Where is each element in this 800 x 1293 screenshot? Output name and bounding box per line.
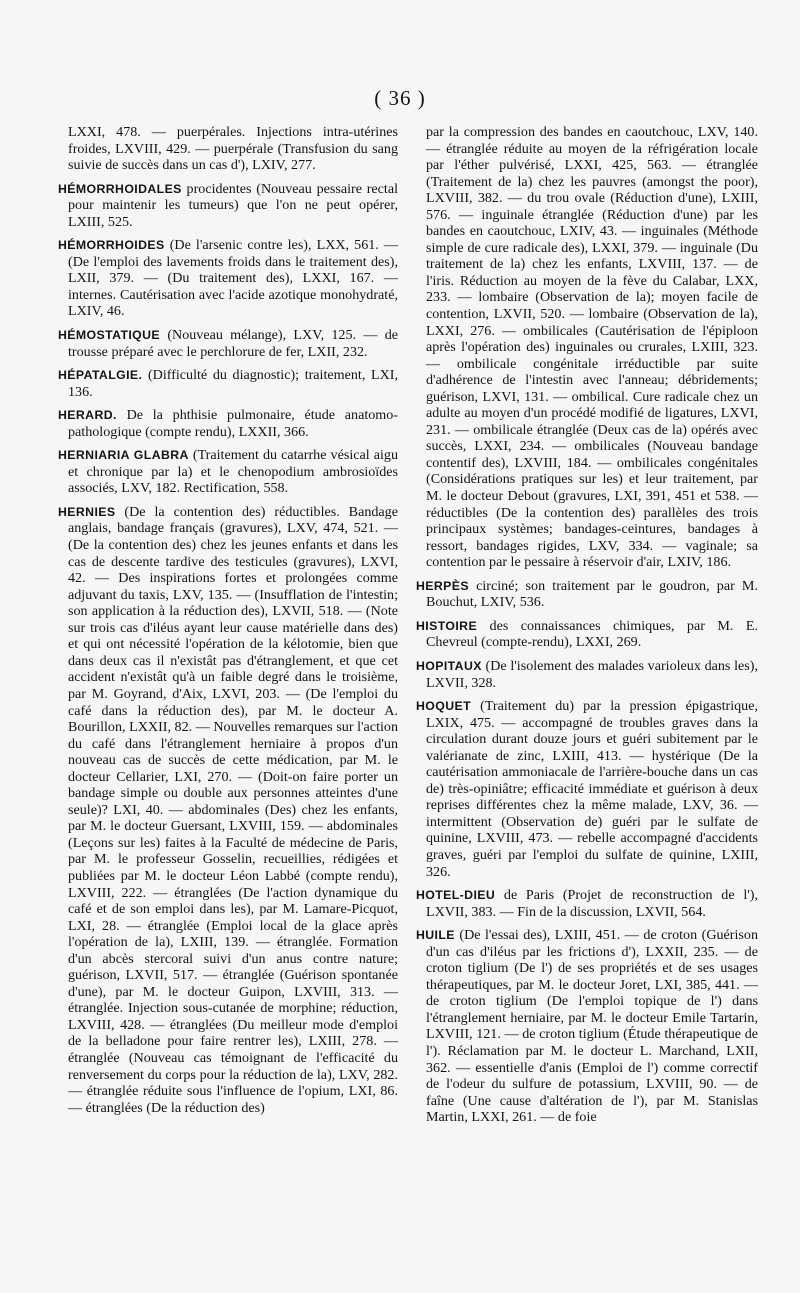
entry-text: (De l'essai des), LXIII, 451. — de croton (Guérison d'un cas d'iléus par les frictions d'), LXXII, 235. — de croton tiglium (De l') de ses propriétés et de ses usages thérapeutiques, par M. le docteur Joret, LXI, 385, 441. — de croton tiglium (De l'emploi topique de l') dans l'étranglement herniaire, par M. le docteur Emile Tartarin, LXVIII, 121. — de croton tiglium (Étude thérapeutique de l'). Réclamation par M. le docteur L. Marchand, LXII, 362. — essentielle d'anis (Emploi de l') comme correctif de l'odeur du sulfure de potassium, LXVIII, 90. — de faîne (Une cause d'altération de l'), par M. Stanislas Martin, LXXI, 261. — de foie xyxy=(426,927,758,1126)
index-entry xyxy=(58,407,398,440)
page-number: ( 36 ) xyxy=(374,86,426,110)
entry-text: par la compression des bandes en caoutchouc, LXV, 140. — étranglée réduite au moyen de la réfrigération locale par l'éther pulvérisé, LXXI, 425, 563. — étranglée (Traitement de la) chez les pauvres (amongst the poor), LXVIII, 382. — du trou ovale (Réduction d'une), LXIII, 576. — inguinale étranglée (Réduction d'une) par les bandes en caoutchouc, LXIV, 43. — inguinales (Méthode simple de cure radicale des), LXXI, 379. — inguinale (Du traitement de la) chez les enfants, LXVIII, 137. — de l'iris. Réduction au moyen de la fève du Calabar, LXX, 233. — lombaire (Observation de la); moyen facile de contention, LXVII, 520. — lombaire (Observation de la), LXXI, 276. — ombilicales (Cautérisation de l'épiploon après l'opération des) inguinales ou crurales, LXIII, 323. — ombilicale congénitale irréductible par suite d'adhérence de l'intestin avec l'anneau; débridements; guérison, LXVI, 131. — ombilical. Cure radicale chez un adulte au moyen d'un procédé modifié de ligatures, LXVI, 231. — ombilicale étranglée (Deux cas de la) opérés avec succès, LXXI, 234. — ombilicales (Nouveau bandage contentif des), LXVIII, 184. — ombilicales congénitales (Considérations pratiques sur les) et leur traitement, par M. le docteur Debout (gravures, LXI, 391, 451 et 538. — réductibles (De la contention des) parallèles des trois principaux systèmes; bandages-ceintures, bandages à ressort, bandages rigides, LXV, 334. — vaginale; sa contention par le pessaire à réservoir d'air, LXIV, 186. xyxy=(426,124,758,571)
index-entry xyxy=(58,237,398,320)
entry-text: (De l'isolement des malades varioleux dans les), LXVII, 328. xyxy=(426,657,758,691)
entry-headword: HÉMOSTATIQUE xyxy=(58,328,161,343)
entry-text: de Paris (Projet de reconstruction de l'), LXVII, 383. — Fin de la discussion, LXVII, 564. xyxy=(426,887,758,920)
entry-text: (Nouveau mélange), LXV, 125. — de trousse préparé avec le perchlorure de fer, LXII, 232. xyxy=(68,327,398,360)
entry-text: des connaissances chimiques, par M. E. Chevreul (compte-rendu), LXXI, 269. xyxy=(426,617,758,651)
index-entry xyxy=(416,658,758,691)
entry-headword: HOTEL-DIEU xyxy=(416,888,496,903)
entry-headword: HOPITAUX xyxy=(416,658,482,673)
entry-headword: HUILE xyxy=(416,928,455,943)
index-entry xyxy=(58,327,398,360)
entry-text: (Traitement du) par la pression épigastrique, LXIX, 475. — accompagné de troubles graves dans la circulation durant douze jours et guéri subitement par le valérianate de zinc, LXIII, 413. — hystérique (De la cautérisation ammoniacale de l'arrière-bouche dans un cas de) très-opiniâtre; efficacité immédiate et guérison à deux reprises différentes chez la même malade, LXV, 36. — intermittent (Observation de) guéri par le sulfate de quinine, LXVIII, 473. — rebelle accompagné d'accidents graves, guéri par l'emploi du sulfate de quinine, LXIII, 326. xyxy=(426,698,758,880)
entry-text: (De la contention des) réductibles. Bandage anglais, bandage français (gravures), LXV, 474, 521. — (De la contention des) chez les jeunes enfants et dans les cas de descente tardive des testicules (gravures), LXVI, 42. — Des inspirations fortes et prolongées comme adjuvant du taxis, LXV, 135. — (Insufflation de l'intestin; son application à la réduction des), LXVII, 518. — (Note sur trois cas d'iléus ayant leur cause matérielle dans des) et qui ont nécessité l'opération de la kélotomie, bien que dans deux cas il n'existât pas d'étranglement, et que cet accident n'existât qu'à un faible degré dans le troisième, par M. Goyrand, d'Aix, LXVI, 203. — (De l'emploi du café dans la réduction des), par M. le docteur A. Bourillon, LXXII, 82. — Nouvelles remarques sur l'action du café dans l'étranglement herniaire à propos d'un nouveau cas de succès de cette médication, par M. le docteur Cellarier, LXI, 270. — (Doit-on faire porter un bandage simple ou double aux personnes atteintes d'une seule)? LXI, 40. — abdominales (Des) chez les enfants, par M. le docteur Guersant, LXVIII, 159. — abdominales (Leçons sur les) faites à la Faculté de médecine de Paris, par M. le professeur Gosselin, recueillies, rédigées et publiées par M. le docteur Léon Labbé (compte rendu), LXVIII, 222. — étranglées (De l'action dynamique du café et de son emploi dans les), par M. Lamare-Picquot, LXI, 28. — étranglée (Emploi local de la glace après l'opération de la), LXIII, 139. — étranglée. Formation d'un abcès stercoral suivi d'un anus contre nature; guérison, LXVII, 517. — étranglée (Guérison spontanée d'une), par M. le docteur Guipon, LXVIII, 313. — étranglée. Injection sous-cutanée de morphine; réduction, LXVIII, 428. — étranglées (Du meilleur mode d'emploi de la belladone pour faire rentrer les), LXIII, 278. — étranglée (Nouveau cas témoignant de l'efficacité du renversement du corps pour la réduction de la), LXV, 282. — étranglée réduite sous l'influence de l'opium, LXI, 86. — étranglées (De la réduction des) xyxy=(68,503,398,1116)
entry-text: De la phthisie pulmonaire, étude anatomo-pathologique (compte rendu), LXXII, 366. xyxy=(68,407,398,440)
entry-headword: HERPÈS xyxy=(416,578,469,593)
index-entry xyxy=(416,698,758,880)
index-entry xyxy=(58,504,398,1116)
index-entry xyxy=(58,124,398,174)
index-entry xyxy=(416,124,758,571)
index-entry xyxy=(416,887,758,920)
entry-headword: HÉMORRHOIDALES xyxy=(58,181,182,196)
entry-text: circiné; son traitement par le goudron, par M. Bouchut, LXIV, 536. xyxy=(426,577,758,611)
entry-headword: HÉPATALGIE. xyxy=(58,368,143,383)
entry-headword: HERNIARIA GLABRA xyxy=(58,448,189,463)
index-entry xyxy=(58,367,398,400)
entry-headword: HÉMORRHOIDES xyxy=(58,238,165,253)
entry-headword: HERARD. xyxy=(58,408,117,423)
entry-text: (Difficulté du diagnostic); traitement, LXI, 136. xyxy=(68,367,398,400)
entry-text: (Traitement du catarrhe vésical aigu et chronique par la) et le chenopodium ambrosioïdes associés, LXV, 182. Rectification, 558. xyxy=(68,447,398,497)
right-column xyxy=(416,124,758,1126)
entry-text: procidentes (Nouveau pessaire rectal pour maintenir les tumeurs) que l'on ne peut opérer, LXIII, 525. xyxy=(68,180,398,230)
entry-headword: HOQUET xyxy=(416,699,472,714)
entry-text: LXXI, 478. — puerpérales. Injections intra-utérines froides, LXVIII, 429. — puerpérale (Transfusion du sang suivie de succès dans un cas d'), LXIV, 277. xyxy=(68,124,398,174)
entry-headword: HERNIES xyxy=(58,504,116,519)
index-entry xyxy=(58,447,398,497)
left-column xyxy=(58,124,398,1116)
index-entry xyxy=(416,578,758,611)
index-entry xyxy=(416,618,758,651)
index-entry xyxy=(58,181,398,231)
entry-text: (De l'arsenic contre les), LXX, 561. — (De l'emploi des lavements froids dans le traitement des), LXII, 379. — (Du traitement des), LXXI, 167. — internes. Cautérisation avec l'acide azotique monohydraté, LXIV, 46. xyxy=(68,237,399,320)
index-entry xyxy=(416,927,758,1126)
entry-headword: HISTOIRE xyxy=(416,618,478,633)
